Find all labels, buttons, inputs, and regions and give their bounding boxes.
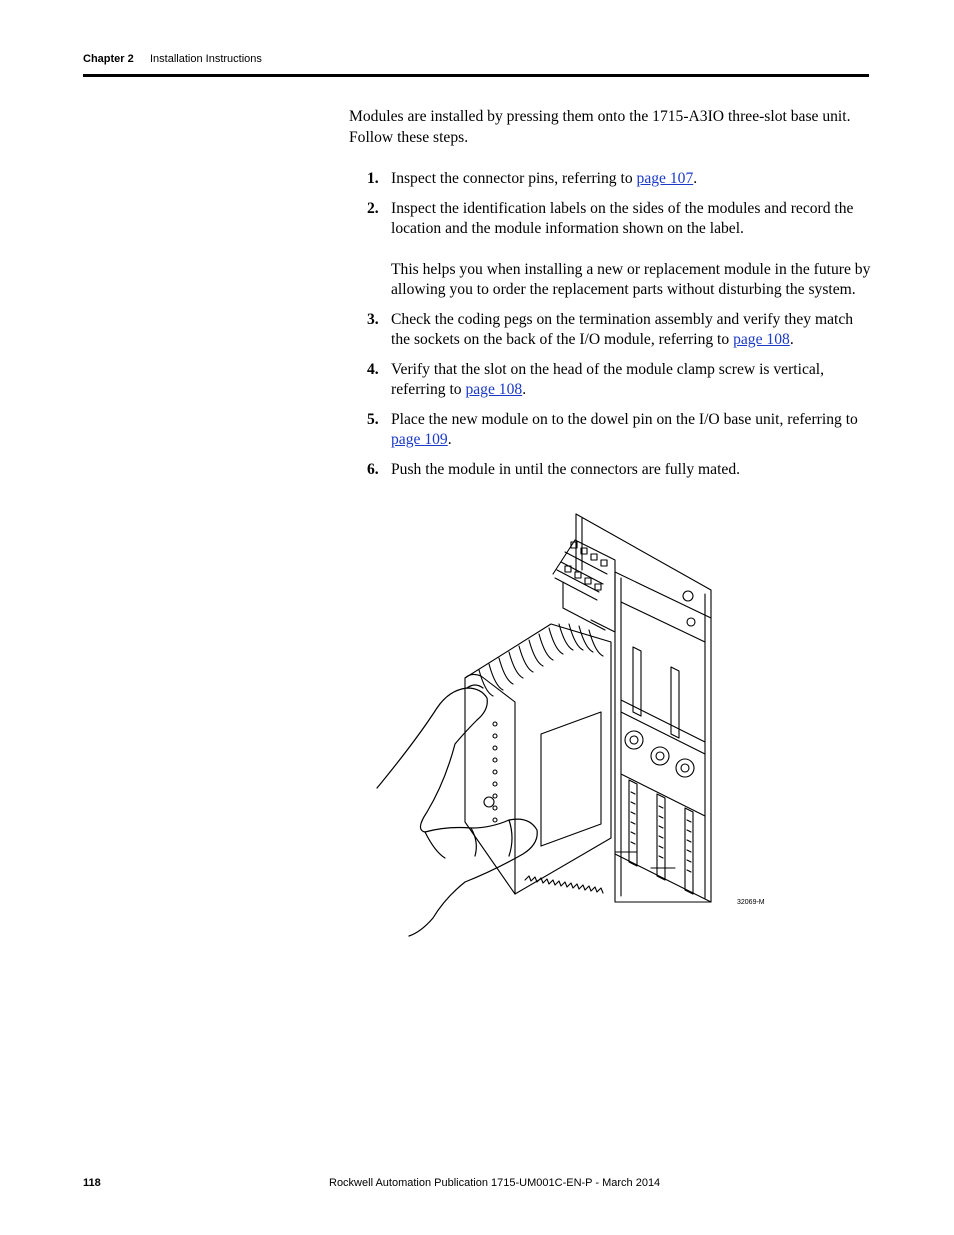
step-text: Place the new module on to the dowel pin on the I/O base unit, referring to xyxy=(391,410,858,428)
base-unit xyxy=(576,514,711,902)
page-footer xyxy=(83,1177,868,1189)
step-number: 4. xyxy=(367,360,379,378)
header-rule xyxy=(83,74,869,77)
step-6 xyxy=(349,460,874,481)
hand xyxy=(377,685,537,936)
step-3: 3. Check the coding pegs on the termination assembly and verify they match the sockets on the back of the I/O module, referring to page 108. xyxy=(367,310,854,348)
publication-info: Rockwell Automation Publication 1715-UM001C-EN-P - March 2014 xyxy=(329,1177,661,1189)
step-number: 5. xyxy=(367,410,379,428)
step-2 xyxy=(349,199,874,301)
step-number: 1. xyxy=(367,170,379,187)
chapter-label: Chapter 2 xyxy=(83,53,134,65)
step-4: 4. Verify that the slot on the head of the module clamp screw is vertical, referring to page 108. xyxy=(367,360,825,398)
step-text: Verify that the slot on the head of the module clamp screw is vertical, referring to xyxy=(391,360,825,398)
page-link[interactable]: page 109 xyxy=(391,431,448,448)
io-module xyxy=(465,624,611,894)
step-5: 5. Place the new module on to the dowel pin on the I/O base unit, referring to page 109. xyxy=(367,410,858,448)
step-number: 2. xyxy=(367,199,379,217)
page-header xyxy=(83,53,868,65)
page-link[interactable]: page 107 xyxy=(636,170,694,187)
module-install-illustration xyxy=(375,512,775,940)
step-number: 3. xyxy=(367,310,379,328)
step-text: Inspect the identification labels on the sides of the modules and record the location and the module information shown on the label. xyxy=(391,199,854,237)
step-1: 1. Inspect the connector pins, referring to page 107. xyxy=(349,169,874,190)
step-text: Inspect the connector pins, referring to xyxy=(391,170,637,187)
section-title: Installation Instructions xyxy=(150,53,262,65)
figure-id: 32069-M xyxy=(737,899,765,906)
page-number: 118 xyxy=(83,1177,101,1189)
intro-paragraph: Modules are installed by pressing them onto the 1715-A3IO three-slot base unit. Follow these steps. xyxy=(349,108,851,146)
terminal-block xyxy=(553,540,615,632)
page-link[interactable]: page 108 xyxy=(733,331,790,348)
page-link[interactable]: page 108 xyxy=(465,381,523,398)
step-number: 6. xyxy=(367,460,379,478)
step-text: Push the module in until the connectors are fully mated. xyxy=(391,460,741,478)
step-text: Check the coding pegs on the termination assembly and verify they match the sockets on the back of the I/O module, referring to xyxy=(391,310,854,348)
steps-list xyxy=(349,169,874,489)
step-subtext: This helps you when installing a new or replacement module in the future by allowing you to order the replacement parts without disturbing the system. xyxy=(391,260,871,298)
